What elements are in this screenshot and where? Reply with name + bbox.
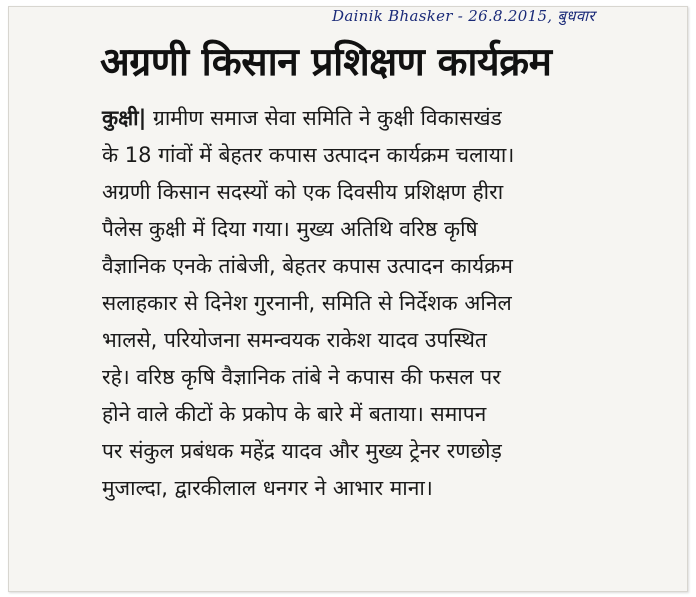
article-body-line: पर संकुल प्रबंधक महेंद्र यादव और मुख्य ट्रेनर रणछोड़ — [102, 439, 502, 463]
article-body-line: मुजाल्दा, द्वारकीलाल धनगर ने आभार माना। — [102, 476, 433, 500]
dateline: कुक्षी| — [102, 106, 147, 130]
handwritten-source-annotation: Dainik Bhasker - 26.8.2015, बुधवार — [332, 7, 595, 25]
article-body-line: वैज्ञानिक एनके तांबेजी, बेहतर कपास उत्पादन कार्यक्रम — [102, 254, 513, 278]
article-body-line: होने वाले कीटों के प्रकोप के बारे में बताया। समापन — [102, 402, 487, 426]
article-body — [102, 100, 696, 507]
article-body-line — [102, 100, 696, 137]
article-body-line: भालसे, परियोजना समन्वयक राकेश यादव उपस्थित — [102, 328, 487, 352]
article-body-line: सलाहकार से दिनेश गुरनानी, समिति से निर्देशक अनिल — [102, 291, 512, 315]
article-body-line: अग्रणी किसान सदस्यों को एक दिवसीय प्रशिक्षण हीरा — [102, 180, 504, 204]
article-headline: अग्रणी किसान प्रशिक्षण कार्यक्रम — [100, 40, 552, 85]
article-body-line: के 18 गांवों में बेहतर कपास उत्पादन कार्यक्रम चलाया। — [102, 143, 515, 167]
article-body-line: रहे। वरिष्ठ कृषि वैज्ञानिक तांबे ने कपास की फसल पर — [102, 365, 501, 389]
article-body-line: पैलेस कुक्षी में दिया गया। मुख्य अतिथि वरिष्ठ कृषि — [102, 217, 478, 241]
article-body-text: ग्रामीण समाज सेवा समिति ने कुक्षी विकासखंड — [146, 106, 502, 130]
